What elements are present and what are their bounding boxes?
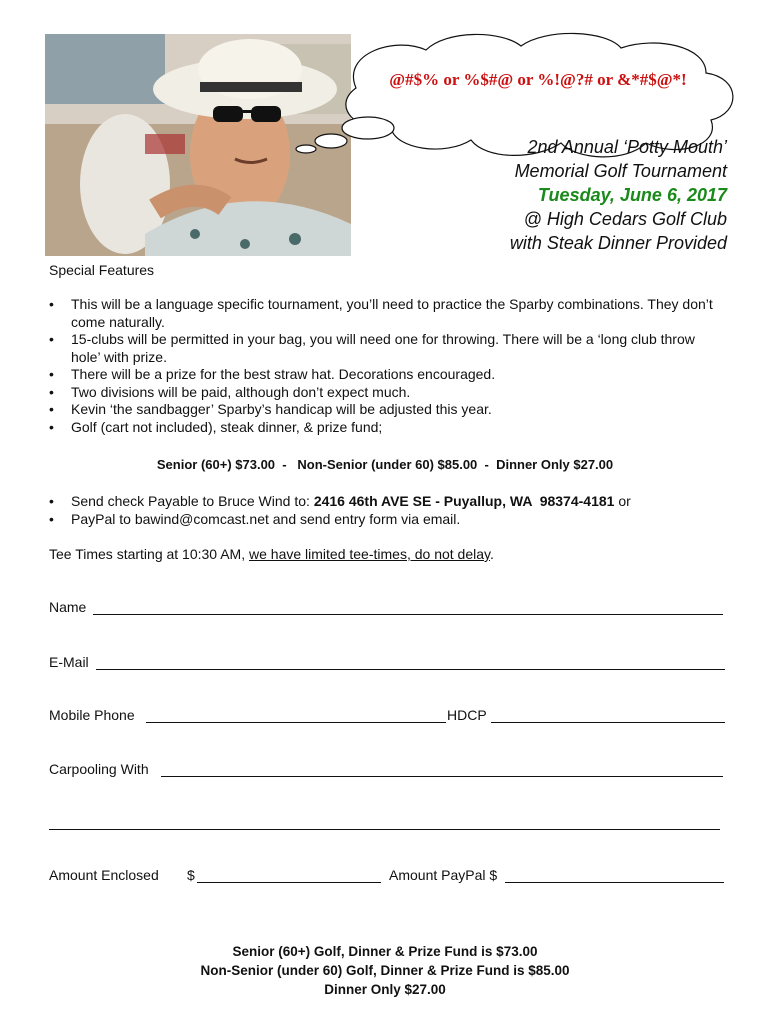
tournament-dinner: with Steak Dinner Provided <box>509 233 727 253</box>
tee-warning: we have limited tee-times, do not delay <box>249 546 490 562</box>
special-features-heading: Special Features <box>49 262 155 278</box>
footer-dinner: Dinner Only $27.00 <box>324 982 446 997</box>
payment-list <box>49 493 719 528</box>
list-item: • Kevin ‘the sandbagger’ Sparby’s handicap will be adjusted this year. <box>49 401 719 419</box>
name-field[interactable] <box>93 614 723 615</box>
hdcp-field[interactable] <box>491 722 725 723</box>
title-line2: Memorial Golf Tournament <box>514 161 727 181</box>
mobile-phone-field[interactable] <box>146 722 446 723</box>
prices-line: Senior (60+) $73.00 - Non-Senior (under 60) $85.00 - Dinner Only $27.00 <box>156 457 614 472</box>
price-summary <box>0 942 770 999</box>
dollar-sign: $ <box>187 867 195 883</box>
features-list <box>49 296 719 436</box>
amount-paypal-label: Amount PayPal $ <box>389 867 498 883</box>
amount-enclosed-label: Amount Enclosed <box>49 867 159 883</box>
email-label: E-Mail <box>49 654 89 670</box>
hdcp-label: HDCP <box>447 707 487 723</box>
tee-prefix: Tee Times starting at 10:30 AM, <box>49 546 249 562</box>
list-item: • There will be a prize for the best straw hat. Decorations encouraged. <box>49 366 719 384</box>
list-item: • Two divisions will be paid, although don’t expect much. <box>49 384 719 402</box>
tournament-title <box>510 135 727 255</box>
tee-suffix: . <box>489 546 494 562</box>
tee-times-note <box>49 546 494 562</box>
amount-paypal-field[interactable] <box>505 882 724 883</box>
check-address: 2416 46th AVE SE - Puyallup, WA 98374-4181 <box>313 493 615 509</box>
amount-enclosed-field[interactable] <box>197 882 381 883</box>
carpool-label: Carpooling With <box>49 761 149 777</box>
name-label: Name <box>49 599 87 615</box>
list-item: • 15-clubs will be permitted in your bag, you will need one for throwing. There will be a ‘long club throw hole’ with prize. <box>49 331 719 366</box>
tournament-date: Tuesday, June 6, 2017 <box>537 185 727 205</box>
check-suffix: or <box>614 493 631 509</box>
list-item <box>49 493 719 511</box>
footer-non-senior: Non-Senior (under 60) Golf, Dinner & Prize Fund is $85.00 <box>200 963 570 978</box>
list-item: • This will be a language specific tournament, you’ll need to practice the Sparby combinations. They don’t come naturally. <box>49 296 719 331</box>
footer-senior: Senior (60+) Golf, Dinner & Prize Fund is $73.00 <box>232 944 538 959</box>
carpool-field[interactable] <box>161 776 723 777</box>
title-line1: 2nd Annual ‘Potty Mouth’ <box>527 137 727 157</box>
speech-bubble-text: @#$% or %$#@ or %!@?# or &*#$@*! <box>389 70 687 89</box>
email-field[interactable] <box>96 669 725 670</box>
check-prefix: Send check Payable to Bruce Wind to: <box>71 493 314 509</box>
carpool-field-extra[interactable] <box>49 829 720 830</box>
list-item: • PayPal to bawind@comcast.net and send entry form via email. <box>49 511 719 529</box>
list-item: • Golf (cart not included), steak dinner, & prize fund; <box>49 419 719 437</box>
mobile-phone-label: Mobile Phone <box>49 707 135 723</box>
tournament-venue: @ High Cedars Golf Club <box>523 209 727 229</box>
